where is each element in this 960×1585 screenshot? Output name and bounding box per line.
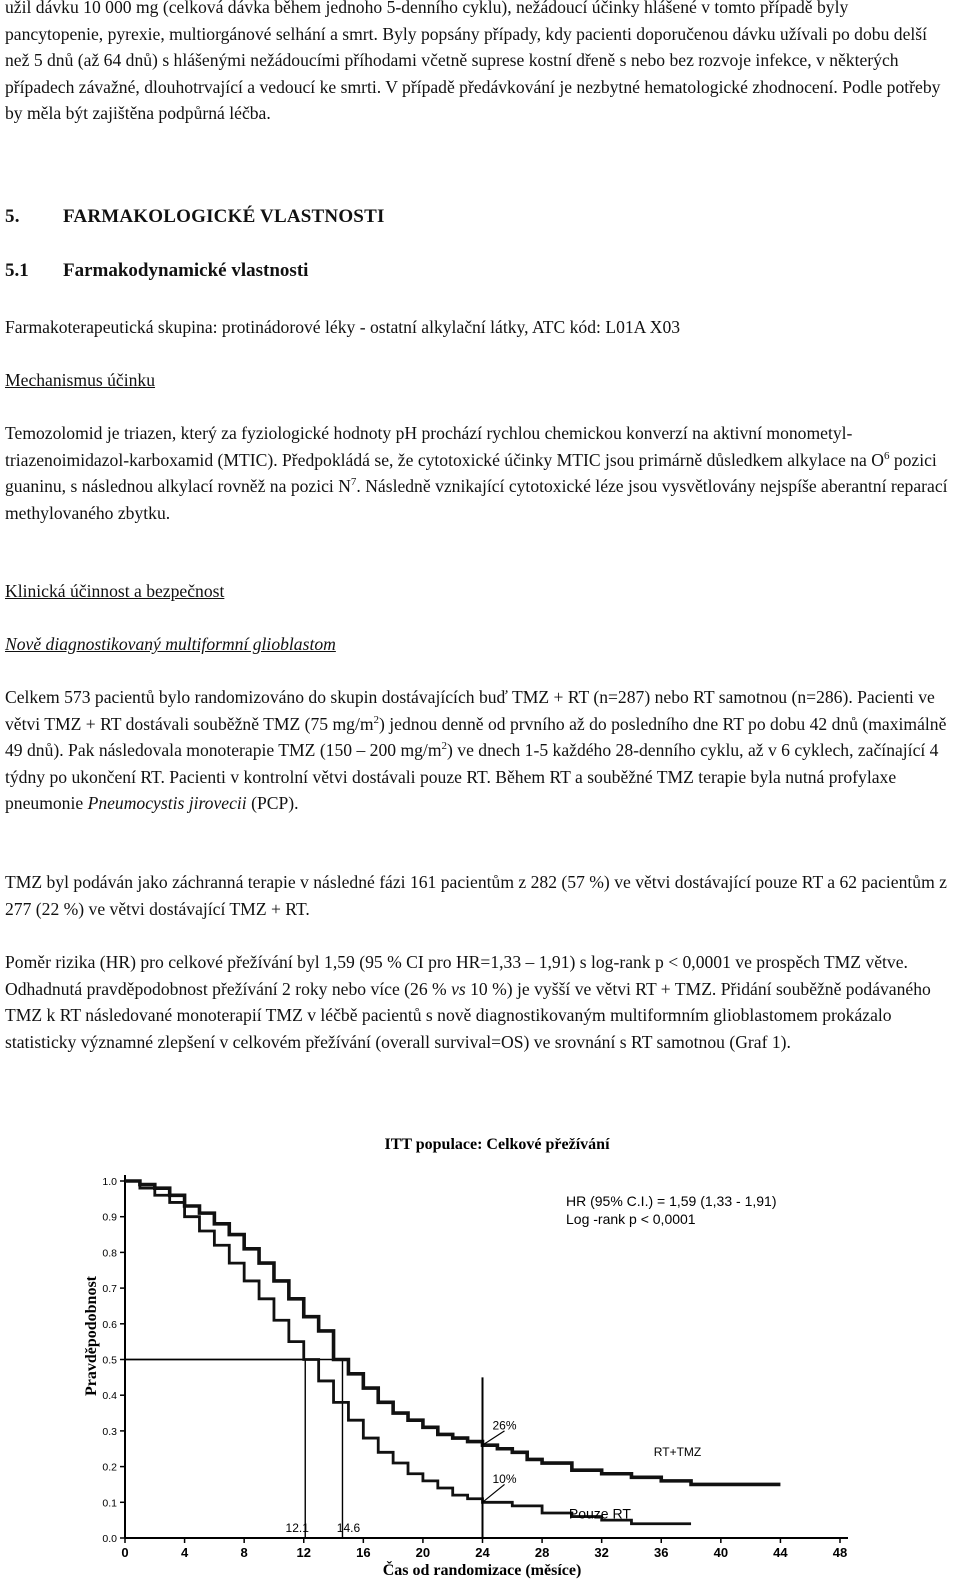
x-tick-label: 44 — [773, 1545, 788, 1560]
y-tick-label: 0.5 — [102, 1354, 117, 1367]
x-tick-label: 36 — [654, 1545, 669, 1560]
hazard-ratio-paragraph — [5, 949, 950, 1055]
x-axis-label: Čas od randomizace (měsíce) — [382, 1562, 582, 1579]
x-tick-label: 40 — [713, 1545, 729, 1560]
y-tick-label: 0.4 — [102, 1390, 117, 1403]
superscript: 2 — [373, 713, 380, 726]
y-tick-label: 0.8 — [102, 1247, 117, 1260]
survival-chart-svg — [0, 1124, 960, 1580]
x-tick-label: 12 — [296, 1545, 311, 1560]
text-run: Temozolomid je triazen, který za fyziologické hodnoty pH prochází rychlou chemickou konverzí na aktivní monometyl-triazenoimidazol-karboxamid (MTIC). Předpokládá se, že cytotoxické účinky MTIC jsou primárně důsledkem alkylace na O — [5, 423, 884, 470]
y-tick-label: 0.6 — [102, 1318, 117, 1331]
italic-vs: vs — [451, 978, 466, 999]
median-label: 14.6 — [336, 1521, 361, 1535]
mechanism-paragraph — [5, 420, 950, 526]
y-tick-label: 0.3 — [102, 1425, 117, 1438]
text-run: Celkem 573 pacientů bylo randomizováno do skupin dostávajících buď TMZ + RT (n=287) nebo RT samotnou (n=286). Pacienti ve větvi TMZ + RT dostávali souběžně TMZ (75 mg/m — [5, 687, 935, 734]
y-tick-label: 0.1 — [102, 1497, 117, 1510]
x-tick-label: 48 — [832, 1545, 848, 1560]
survival-chart — [0, 1124, 960, 1580]
plot-area — [102, 1175, 848, 1560]
y-tick-label: 0.9 — [102, 1211, 117, 1224]
y-tick-label: 0.0 — [102, 1533, 117, 1545]
median-label: 12.1 — [285, 1521, 309, 1535]
pct-26-label: 26% — [492, 1418, 517, 1433]
clinical-heading: Klinická účinnost a bezpečnost — [5, 581, 225, 601]
x-tick-label: 28 — [534, 1545, 550, 1560]
series-label-rt-only: Pouze RT — [568, 1505, 631, 1522]
y-axis-label: Pravděpodobnost — [83, 1275, 100, 1397]
x-tick-label: 16 — [356, 1545, 371, 1560]
x-tick-label: 0 — [121, 1545, 129, 1560]
x-tick-label: 32 — [594, 1545, 609, 1560]
text-run: (PCP). — [246, 793, 299, 813]
italic-species: Pneumocystis jirovecii — [87, 793, 247, 813]
section-5-1-heading — [5, 260, 308, 282]
section-number: 5.1 — [5, 260, 29, 281]
pct-leader — [483, 1431, 505, 1445]
text-run: pozici guaninu, s následnou alkylací rovněž na pozici N — [5, 449, 937, 496]
text-run: Poměr rizika (HR) pro celkové přežívání byl 1,59 (95 % CI pro HR=1,33 – 1,91) s log-rank p < 0,0001 ve prospěch TMZ větve. Odhadnutá pravděpodobnost přežívání 2 roky nebo více (26 % — [5, 952, 908, 999]
text-run: . Následně vznikající cytotoxické léze jsou vysvětlovány nejspíše aberantní reparací methylovaného zbytku. — [5, 476, 948, 523]
x-tick-label: 4 — [180, 1545, 189, 1560]
series-label-rt-tmz: RT+TMZ — [653, 1444, 702, 1459]
logrank-annotation: Log -rank p < 0,0001 — [566, 1211, 696, 1227]
section-number: 5. — [5, 206, 20, 227]
pct-10-label: 10% — [492, 1471, 517, 1486]
text-run: ) ve dnech 1-5 každého 28-denního cyklu, až v 6 cyklech, začínající 4 týdny po ukončení RT. Pacienti v kontrolní větvi dostávali pouze RT. Během RT a souběžné TMZ terapie byla nutná profylaxe pneumonie — [5, 740, 939, 813]
superscript: 2 — [441, 740, 448, 752]
randomization-paragraph — [5, 684, 950, 817]
pct-leader — [483, 1484, 505, 1502]
chart-title: ITT populace: Celkové přežívání — [384, 1136, 610, 1153]
x-tick-label: 8 — [240, 1545, 248, 1560]
rescue-paragraph: TMZ byl podáván jako záchranná terapie v následné fázi 161 pacientům z 282 (57 %) ve větvi dostávající pouze RT a 62 pacientům z 277 (22 %) ve větvi dostávající TMZ + RT. — [5, 872, 947, 919]
y-tick-label: 0.7 — [102, 1283, 117, 1296]
mechanism-heading: Mechanismus účinku — [5, 370, 156, 390]
text-run: 10 %) je vyšší ve větvi RT + TMZ. Přidání souběžně podávaného TMZ k RT následované monoterapií TMZ v léčbě pacientů s nově diagnostikovaným multiformním glioblastomem prokázalo statisticky významné zlepšení v celkovém přežívání (overall survival=OS) ve srovnání s RT samotnou (Graf 1). — [5, 978, 931, 1052]
section-title: FARMAKOLOGICKÉ VLASTNOSTI — [63, 206, 385, 227]
y-tick-label: 1.0 — [102, 1176, 117, 1188]
glioblastoma-heading: Nově diagnostikovaný multiformní glioblastom — [5, 634, 336, 654]
x-tick-label: 20 — [415, 1545, 431, 1560]
hr-annotation: HR (95% C.I.) = 1,59 (1,33 - 1,91) — [566, 1193, 777, 1209]
pharmacotherapeutic-group: Farmakoterapeutická skupina: protinádorové léky - ostatní alkylační látky, ATC kód: L01A X03 — [5, 317, 681, 337]
y-tick-label: 0.2 — [102, 1461, 117, 1474]
overdose-paragraph: užil dávku 10 000 mg (celková dávka během jednoho 5-denního cyklu), nežádoucí účinky hlášené v tomto případě byly pancytopenie, pyrexie, multiorgánové selhání a smrt. Byly popsány případy, kdy pacienti doporučenou dávku užívali po dobu delší než 5 dnů (až 64 dnů) s hlášenými nežádoucími příhodami včetně suprese kostní dřeně s nebo bez rozvoje infekce, v některých případech závažné, dlouhotrvající a vedoucí ke smrti. V případě předávkování je nezbytné hematologické zhodnocení. Podle potřeby by měla být zajištěna podpůrná léčba. — [5, 0, 941, 123]
section-5-heading — [5, 206, 385, 228]
section-title: Farmakodynamické vlastnosti — [63, 260, 309, 281]
text-run: ) jednou denně od prvního až do posledního dne RT po dobu 42 dnů (maximálně 49 dnů). Pak následovala monoterapie TMZ (150 – 200 mg/m — [5, 713, 947, 760]
superscript: 7 — [350, 476, 357, 488]
x-tick-label: 24 — [475, 1545, 490, 1560]
superscript: 6 — [883, 449, 890, 462]
